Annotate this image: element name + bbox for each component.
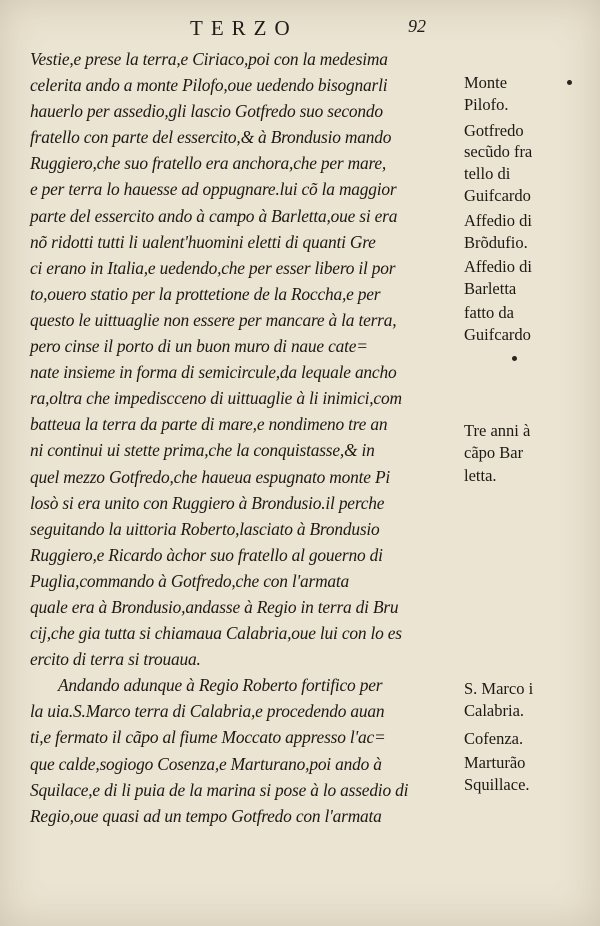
text-line: Ruggiero,che suo fratello era anchora,che per mare, — [30, 153, 387, 174]
margin-note: Gotfredo — [464, 121, 524, 140]
text-line: ti,e fermato il cãpo al fiume Moccato appresso l'ac= — [30, 727, 386, 748]
text-line: Squilace,e di li puia de la marina si pose à lo assedio di — [30, 779, 409, 800]
text-line: celerita ando a monte Pilofo,oue uedendo bisognarli — [30, 75, 388, 96]
text-line: nate insieme in forma di semicircule,da lequale ancho — [30, 362, 397, 383]
text-line: batteua la terra da parte di mare,e nondimeno tre an — [30, 414, 388, 435]
text-line: Puglia,commando à Gotfredo,che con l'armata — [30, 570, 350, 591]
text-line: ci erano in Italia,e uedendo,che per esser libero il por — [30, 257, 396, 278]
text-line: e per terra lo hauesse ad oppugnare.lui cõ la maggior — [30, 179, 397, 200]
text-line: que calde,sogiogo Cosenza,e Marturano,poi ando à — [30, 753, 382, 774]
page-header — [0, 16, 600, 42]
text-line: ra,oltra che impediscceno di uittuaglie à li inimici,com — [30, 388, 402, 409]
margin-note: Guifcardo — [464, 186, 531, 205]
margin-note: Barletta — [464, 279, 517, 298]
margin-note: Monte — [464, 73, 508, 92]
margin-note: Brõdufio. — [464, 233, 528, 252]
margin-note: Pilofo. — [464, 95, 509, 114]
margin-note: S. Marco i — [464, 679, 534, 698]
text-line: cij,che gia tutta si chiamaua Calabria,oue lui con lo es — [30, 623, 402, 644]
margin-note: Affedio di — [464, 257, 532, 276]
text-line: losò si era unito con Ruggiero à Brondusio.il perche — [30, 492, 385, 513]
text-line: Andando adunque à Regio Roberto fortifico per — [58, 675, 383, 696]
margin-note: letta. — [464, 466, 497, 485]
text-line: nõ ridotti tutti li ualent'huomini eletti di quanti Gre — [30, 231, 376, 252]
margin-note: Marturão — [464, 753, 526, 772]
text-line: seguitando la uittoria Roberto,lasciato à Brondusio — [30, 518, 380, 539]
text-line: hauerlo per assedio,gli lascio Gotfredo suo secondo — [30, 101, 383, 122]
margin-note: fatto da — [464, 303, 514, 322]
page-number: 92 — [408, 16, 426, 36]
text-line: quale era à Brondusio,andasse à Regio in terra di Bru — [30, 596, 399, 617]
text-line: la uia.S.Marco terra di Calabria,e procedendo auan — [30, 701, 385, 722]
text-line: Regio,oue quasi ad un tempo Gotfredo con l'armata — [30, 805, 382, 826]
text-line: quel mezzo Gotfredo,che haueua espugnato monte Pi — [30, 466, 391, 487]
body-text-column — [30, 46, 462, 829]
text-line: Vestie,e prese la terra,e Ciriaco,poi con la medesima — [30, 49, 388, 69]
margin-note: cãpo Bar — [464, 443, 524, 462]
margin-note: Guifcardo — [464, 325, 531, 344]
margin-note: Squillace. — [464, 775, 530, 794]
text-line: pero cinse il porto di un buon muro di naue cate= — [30, 336, 368, 357]
text-line: ni continui ui stette prima,che la conquistasse,& in — [30, 440, 375, 461]
margin-note: Cofenza. — [464, 729, 524, 748]
margin-note: Tre anni à — [464, 421, 531, 440]
text-line: fratello con parte del essercito,& à Brondusio mando — [30, 127, 392, 148]
margin-note: Calabria. — [464, 701, 525, 720]
margin-ornament-dot — [567, 80, 572, 85]
text-line: parte del essercito ando à campo à Barletta,oue si era — [30, 205, 398, 226]
margin-note: Affedio di — [464, 211, 532, 230]
text-line: Ruggiero,e Ricardo àchor suo fratello al gouerno di — [30, 544, 383, 565]
running-head: TERZO — [190, 16, 298, 40]
margin-note: tello di — [464, 164, 511, 183]
margin-ornament-dot — [512, 356, 517, 361]
text-line: ercito di terra si trouaua. — [30, 649, 201, 670]
margin-note: secũdo fra — [464, 142, 533, 161]
text-line: to,ouero statio per la prottetione de la Roccha,e per — [30, 283, 381, 304]
text-line: questo le uittuaglie non essere per mancare à la terra, — [30, 309, 397, 330]
